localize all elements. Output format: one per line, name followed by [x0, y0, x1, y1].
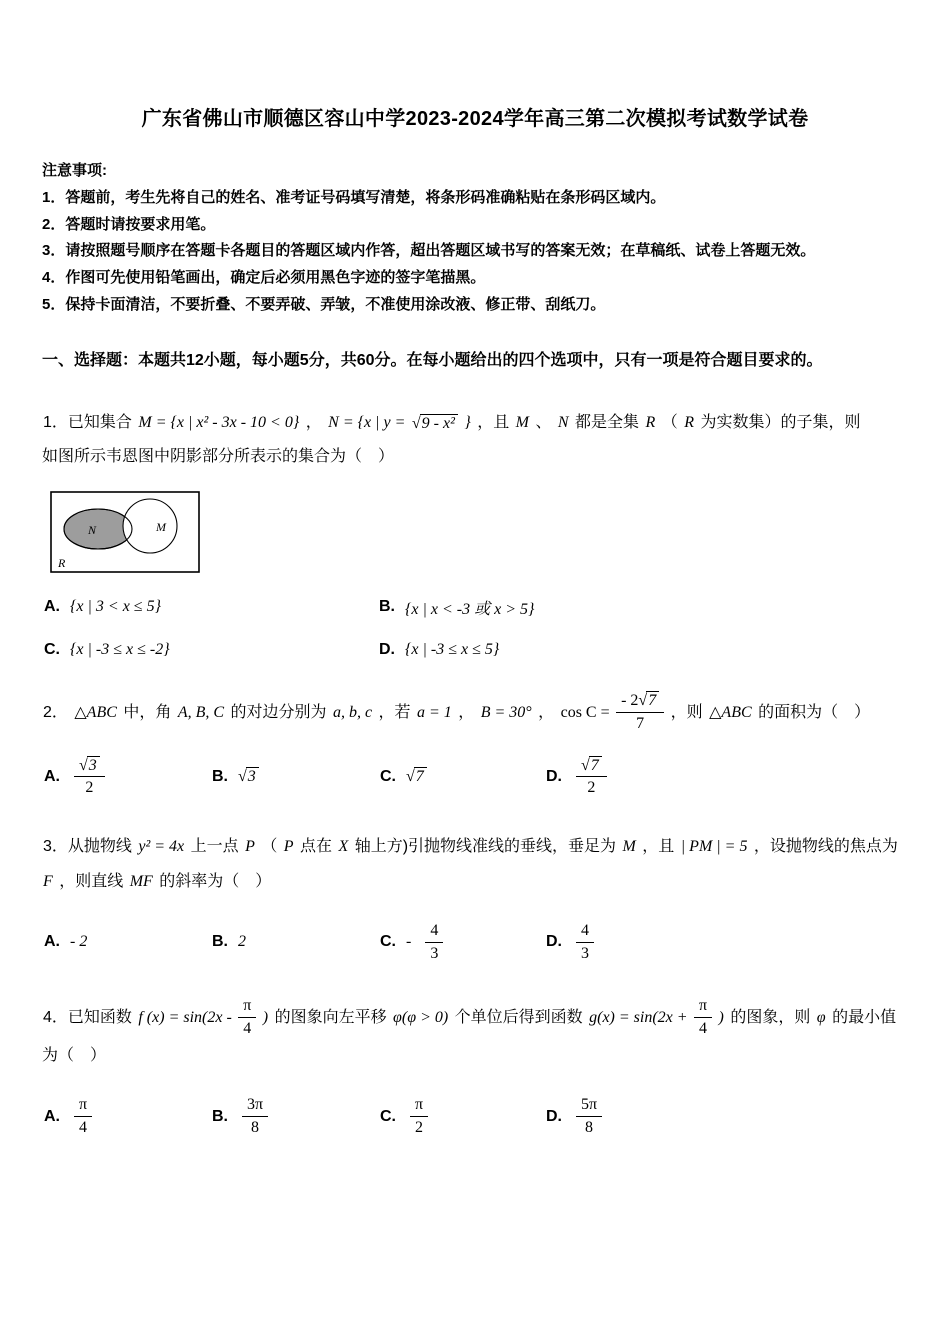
q1-var-r2: R [684, 414, 694, 432]
q4-option-c-fraction [410, 1095, 428, 1138]
q4-option-d-fraction [576, 1095, 602, 1138]
q1-stem-line-2: 如图所示韦恩图中阴影部分所表示的集合为（ ） [42, 448, 395, 466]
q4-text: 的图象，则 [730, 1008, 811, 1026]
q4-option-a [44, 1095, 212, 1138]
q3-option-c-fraction [425, 921, 443, 964]
q2-options [44, 756, 908, 798]
notice-item-4: 4．作图可先使用铅笔画出，确定后必须用黑色字迹的签字笔描黑。 [42, 269, 486, 287]
q3-text: ，设抛物线的焦点为 [753, 838, 898, 856]
q3-pm-equation: | PM | = 5 [680, 838, 748, 856]
option-label-a: A. [44, 768, 60, 785]
fraction-denominator: 2 [415, 1119, 424, 1137]
option-label-b: B. [379, 598, 395, 616]
fraction-denominator: 8 [585, 1119, 594, 1137]
q2-option-b [212, 767, 380, 786]
q3-text: （ [261, 838, 278, 856]
q3-text: 3．从抛物线 [43, 838, 132, 856]
option-label-a: A. [44, 933, 60, 951]
sqrt-sign-icon: √ [638, 692, 648, 710]
option-label-c: C. [44, 640, 60, 658]
fraction-numerator [74, 756, 105, 777]
q3-text: 轴上方)引抛物线准线的垂线，垂足为 [354, 838, 617, 856]
option-label-c: C. [380, 1107, 396, 1125]
q2-triangle-abc-2: △ABC [709, 703, 752, 721]
sqrt-sign-icon: √ [79, 756, 88, 774]
section-1-heading: 一、选择题：本题共12小题，每小题5分，共60分。在每小题给出的四个选项中，只有一项是符合题目要求的。 [42, 352, 823, 370]
q4-f-close-paren: ) [262, 1008, 269, 1026]
sqrt-radicand: 9 - x² [420, 414, 458, 433]
q2-cos-fraction [616, 691, 664, 734]
q1-text: 都是全集 [575, 414, 640, 432]
q1-option-b-value: {x | x < -3 或 x > 5} [405, 600, 535, 618]
q4-f-fraction [238, 996, 256, 1039]
q3-option-d [546, 921, 908, 964]
q2-option-d-fraction [576, 756, 607, 798]
q4-text: 的图象向左平移 [274, 1008, 387, 1026]
fraction-denominator: 3 [430, 944, 439, 962]
q4-option-a-fraction [74, 1095, 92, 1138]
q4-text: 个单位后得到函数 [454, 1008, 583, 1026]
q1-text: 1．已知集合 [43, 414, 132, 432]
q3-option-b [212, 933, 380, 951]
q3-option-a [44, 933, 212, 951]
q1-var-n: N [557, 414, 569, 432]
question-3 [42, 830, 908, 964]
venn-diagram [50, 491, 200, 573]
venn-label-m: M [156, 519, 166, 534]
sqrt-radicand: 7 [589, 756, 602, 775]
q3-var-m: M [622, 838, 636, 856]
q4-phi-condition: φ(φ > 0) [393, 1008, 449, 1026]
q3-option-a-value: - 2 [70, 933, 88, 951]
q2-text: ，若 [378, 703, 411, 721]
q1-text: ， [305, 414, 322, 432]
sqrt-sign-icon: √ [406, 768, 415, 786]
option-label-d: D. [546, 1107, 562, 1125]
fraction-numerator: 4 [576, 921, 594, 943]
q2-text: 的面积为（ ） [758, 703, 871, 721]
fraction-numerator: π [238, 996, 256, 1018]
q2-text: ， [458, 703, 475, 721]
q3-var-p: P [245, 838, 255, 856]
q3-parabola-equation: y² = 4x [138, 838, 185, 856]
option-label-d: D. [546, 768, 562, 785]
q3-var-p2: P [283, 838, 294, 856]
sqrt-radicand: 7 [646, 691, 659, 710]
option-label-b: B. [212, 933, 228, 951]
q4-g-fraction [694, 996, 712, 1039]
q1-var-r: R [645, 414, 656, 432]
q1-text: ，且 [477, 414, 510, 432]
q4-options [44, 1095, 908, 1138]
sqrt-sign-icon: √ [581, 756, 590, 774]
q4-text: 的最小值为（ ） [42, 1008, 897, 1064]
fraction-denominator: 8 [251, 1119, 260, 1137]
option-label-d: D. [546, 933, 562, 951]
q2-sides: a, b, c [332, 703, 373, 721]
q1-var-m: M [515, 414, 529, 432]
fraction-denominator: 4 [243, 1019, 252, 1037]
sqrt-sign-icon: √ [238, 768, 247, 786]
q2-angles: A, B, C [177, 703, 225, 721]
q3-var-mf: MF [129, 872, 153, 890]
option-label-c: C. [380, 933, 396, 951]
q4-option-b [212, 1095, 380, 1138]
q3-option-c-sign: - [406, 933, 412, 951]
sqrt-radicand: 7 [414, 767, 427, 786]
q4-option-b-fraction [242, 1095, 268, 1138]
q3-text: 的斜率为（ ） [159, 872, 272, 890]
fraction-denominator: 3 [581, 944, 589, 962]
q3-text: 点在 [300, 838, 333, 856]
q3-option-c [380, 921, 546, 964]
q2-option-c [380, 767, 546, 786]
fraction-numerator: 3π [242, 1095, 268, 1117]
q2-cos-num-coefficient: - 2 [621, 691, 639, 709]
q2-stem [42, 691, 908, 734]
q4-text: 4．已知函数 [43, 1008, 132, 1026]
q4-f-function: f (x) = sin(2x - [138, 1008, 232, 1026]
q1-option-c [44, 641, 379, 659]
option-label-d: D. [379, 640, 395, 658]
fraction-numerator: π [694, 996, 712, 1018]
sqrt-radicand: 3 [246, 767, 259, 786]
q4-g-close-paren: ) [718, 1008, 724, 1026]
q3-stem [42, 830, 908, 899]
q1-stem-line-1 [42, 406, 908, 440]
notice-heading: 注意事项: [42, 162, 107, 179]
page-title: 广东省佛山市顺德区容山中学2023-2024学年高三第二次模拟考试数学试卷 [141, 108, 809, 130]
question-4 [42, 996, 908, 1138]
notice-item-3: 3．请按照题号顺序在答题卡各题目的答题区域内作答，超出答题区域书写的答案无效；在草稿纸、试卷上答题无效。 [42, 242, 816, 260]
option-label-c: C. [380, 768, 396, 785]
option-label-a: A. [44, 598, 60, 616]
fraction-denominator: 2 [587, 779, 596, 797]
fraction-numerator [616, 691, 664, 713]
fraction-denominator: 4 [699, 1019, 708, 1037]
sqrt [581, 756, 602, 775]
q1-options [44, 596, 908, 659]
fraction-numerator: 4 [425, 921, 443, 943]
q3-options [44, 921, 908, 964]
q3-text: ，且 [642, 838, 675, 856]
option-label-a: A. [44, 1107, 60, 1125]
q2-cos-num-sqrt [638, 691, 659, 710]
q1-option-b [379, 596, 908, 619]
fraction-numerator: π [74, 1095, 92, 1117]
question-2 [42, 691, 908, 798]
fraction-numerator: 5π [576, 1095, 602, 1117]
fraction-numerator [576, 756, 607, 777]
q2-option-c-sqrt [406, 767, 427, 786]
fraction-numerator: π [410, 1095, 428, 1117]
question-1 [42, 406, 908, 659]
q1-option-a-value: {x | 3 < x ≤ 5} [70, 598, 161, 616]
q4-stem [42, 996, 908, 1073]
q2-triangle-abc: △ABC [74, 703, 117, 721]
sqrt-radicand: 3 [87, 756, 100, 775]
q4-option-c [380, 1095, 546, 1138]
q1-set-n-close: } [464, 414, 471, 432]
option-label-b: B. [212, 1107, 228, 1125]
q3-text: 上一点 [190, 838, 239, 856]
q1-text: 为实数集）的子集，则 [700, 414, 861, 432]
venn-label-n: N [87, 522, 97, 537]
q3-text: ，则直线 [59, 872, 124, 890]
notice-section [42, 159, 908, 318]
notice-item-5: 5．保持卡面清洁，不要折叠、不要弄破、弄皱，不准使用涂改液、修正带、刮纸刀。 [42, 295, 606, 313]
q2-cos-equation: cos C = [560, 703, 610, 721]
q2-text: 的对边分别为 [230, 703, 327, 721]
notice-item-1: 1．答题前，考生先将自己的姓名、准考证号码填写清楚，将条形码准确粘贴在条形码区域内。 [42, 189, 666, 206]
q4-g-function: g(x) = sin(2x + [589, 1008, 688, 1026]
q2-option-d [546, 756, 908, 798]
q1-set-m-expression: M = {x | x² - 3x - 10 < 0} [138, 414, 300, 432]
q1-option-a [44, 598, 379, 616]
fraction-denominator: 4 [79, 1119, 88, 1137]
q1-venn-figure [50, 491, 908, 578]
q1-text: （ [661, 414, 678, 432]
q3-option-d-fraction [576, 921, 594, 964]
q1-option-d [379, 641, 908, 659]
sqrt [79, 756, 100, 775]
q1-text: 、 [535, 414, 552, 432]
q4-option-d [546, 1095, 908, 1138]
q4-var-phi: φ [816, 1008, 826, 1026]
venn-label-r: R [58, 555, 66, 570]
q2-text: 中，角 [123, 703, 172, 721]
q1-option-d-value: {x | -3 ≤ x ≤ 5} [405, 640, 500, 658]
q3-var-f: F [43, 872, 53, 890]
sqrt-sign-icon: √ [411, 415, 421, 433]
fraction-denominator: 2 [85, 779, 94, 797]
q3-option-b-value: 2 [238, 933, 246, 951]
q2-text: 2． [43, 703, 68, 721]
q3-var-x: X [338, 838, 349, 856]
q2-option-b-sqrt [238, 767, 259, 786]
q1-option-c-value: {x | -3 ≤ x ≤ -2} [70, 640, 170, 658]
q2-text: ，则 [670, 703, 703, 721]
q2-a-equation: a = 1 [416, 703, 452, 721]
q1-sqrt-expression [412, 414, 458, 433]
q2-text: ， [538, 703, 555, 721]
notice-item-2: 2．答题时请按要求用笔。 [42, 215, 216, 233]
q1-set-n-expression: N = {x | y = [328, 414, 406, 432]
q2-option-a [44, 756, 212, 798]
fraction-denominator: 7 [636, 714, 645, 732]
q2-option-a-fraction [74, 756, 105, 798]
option-label-b: B. [212, 768, 228, 785]
q2-b-equation: B = 30° [480, 703, 532, 721]
